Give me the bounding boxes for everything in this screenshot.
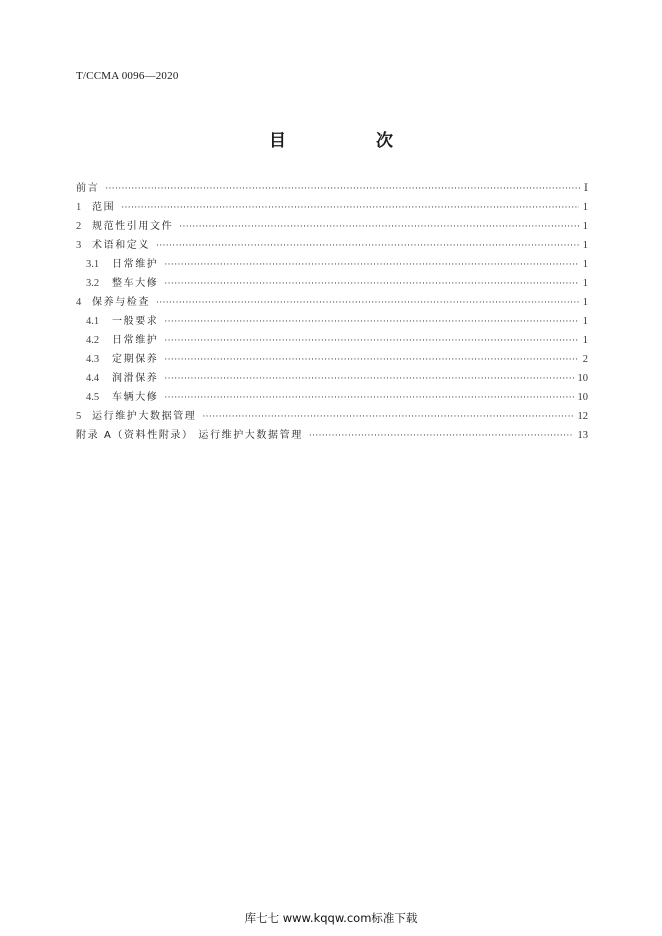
- toc-leader-dots: [164, 260, 578, 270]
- toc-entry[interactable]: [76, 274, 588, 293]
- toc-leader-dots: [179, 222, 579, 232]
- toc-entry[interactable]: [76, 179, 588, 198]
- toc-entry-page: Ⅰ: [583, 183, 588, 194]
- toc-entry-page: 1: [582, 221, 588, 232]
- toc-entry-number: 2: [76, 221, 82, 232]
- toc-entry-page: 12: [577, 411, 588, 422]
- toc-entry-number: 5: [76, 411, 82, 422]
- toc-leader-dots: [164, 393, 573, 403]
- toc-leader-dots: [164, 279, 578, 289]
- toc-entry-page: 1: [582, 240, 588, 251]
- toc-entry-number: 4: [76, 297, 82, 308]
- toc-entry-title: 定期保养: [112, 354, 159, 365]
- toc-entry-page: 1: [582, 259, 588, 270]
- toc-entry[interactable]: [76, 369, 588, 388]
- toc-entry-page: 2: [582, 354, 588, 365]
- toc-entry-page: 1: [582, 278, 588, 289]
- toc-entry-title: 车辆大修: [112, 392, 159, 403]
- toc-entry-page: 1: [582, 202, 588, 213]
- toc-entry[interactable]: [76, 407, 588, 426]
- document-code: T/CCMA 0096—2020: [76, 70, 179, 82]
- toc-entry-title: 附录 A（资料性附录） 运行维护大数据管理: [76, 430, 303, 441]
- toc-entry[interactable]: [76, 331, 588, 350]
- table-of-contents: [76, 179, 588, 445]
- toc-leader-dots: [164, 317, 578, 327]
- toc-entry-title: 术语和定义: [92, 240, 150, 251]
- toc-entry-page: 10: [577, 373, 588, 384]
- toc-leader-dots: [164, 374, 573, 384]
- toc-entry[interactable]: [76, 388, 588, 407]
- toc-entry-title: 运行维护大数据管理: [92, 411, 197, 422]
- toc-entry-number: 4.2: [86, 335, 100, 346]
- toc-entry-number: 3.2: [86, 278, 100, 289]
- toc-entry-title: 整车大修: [112, 278, 159, 289]
- toc-entry-number: 3.1: [86, 259, 100, 270]
- toc-entry-title: 日常维护: [112, 335, 159, 346]
- toc-leader-dots: [164, 355, 578, 365]
- toc-entry-title: 前言: [76, 183, 100, 194]
- toc-entry-title: 规范性引用文件: [92, 221, 174, 232]
- toc-entry-page: 10: [577, 392, 588, 403]
- footer-watermark: 库七七 www.kqqw.com标准下载: [244, 911, 418, 925]
- toc-entry-title: 一般要求: [112, 316, 159, 327]
- toc-entry[interactable]: [76, 217, 588, 236]
- toc-entry[interactable]: [76, 350, 588, 369]
- toc-entry-number: 4.3: [86, 354, 100, 365]
- toc-leader-dots: [121, 203, 579, 213]
- toc-entry-number: 4.5: [86, 392, 100, 403]
- toc-entry[interactable]: [76, 198, 588, 217]
- toc-entry-number: 3: [76, 240, 82, 251]
- toc-leader-dots: [156, 241, 579, 251]
- toc-entry-number: 4.1: [86, 316, 100, 327]
- toc-entry[interactable]: [76, 426, 588, 445]
- toc-title: 目 次: [269, 131, 435, 151]
- toc-entry-number: 1: [76, 202, 82, 213]
- toc-entry-page: 13: [577, 430, 588, 441]
- toc-entry[interactable]: [76, 236, 588, 255]
- toc-entry-title: 保养与检查: [92, 297, 150, 308]
- toc-entry-title: 润滑保养: [112, 373, 159, 384]
- toc-leader-dots: [202, 412, 573, 422]
- toc-entry-number: 4.4: [86, 373, 100, 384]
- toc-leader-dots: [105, 184, 580, 194]
- toc-leader-dots: [164, 336, 578, 346]
- toc-entry[interactable]: [76, 312, 588, 331]
- toc-leader-dots: [156, 298, 579, 308]
- toc-entry-page: 1: [582, 316, 588, 327]
- toc-entry-title: 日常维护: [112, 259, 159, 270]
- toc-entry[interactable]: [76, 293, 588, 312]
- toc-entry-page: 1: [582, 297, 588, 308]
- toc-entry[interactable]: [76, 255, 588, 274]
- toc-leader-dots: [309, 431, 574, 441]
- toc-entry-title: 范围: [92, 202, 116, 213]
- toc-entry-page: 1: [582, 335, 588, 346]
